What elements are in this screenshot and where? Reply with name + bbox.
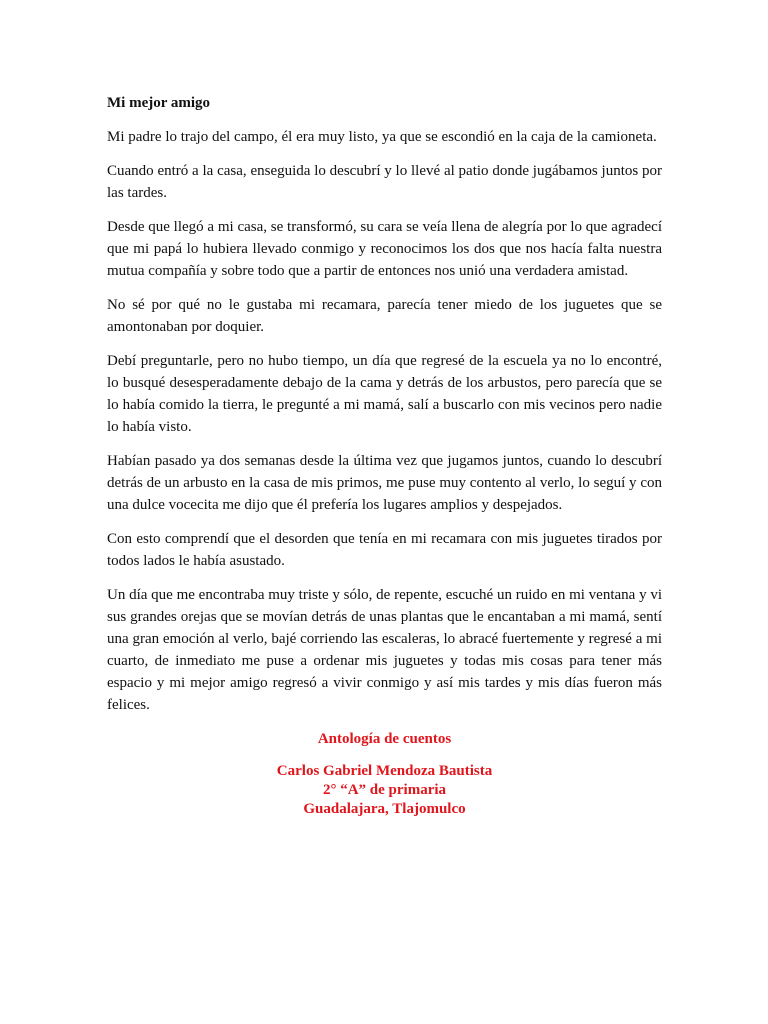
document-body	[107, 92, 662, 819]
credits-block	[107, 728, 662, 819]
paragraph: Un día que me encontraba muy triste y sólo, de repente, escuché un ruido en mi ventana y vi sus grandes orejas que se movían detrás de unas plantas que le encantaban a mi mamá, sentí una gran emoción al verlo, bajé corriendo las escaleras, lo abracé fuertemente y regresé a mi cuarto, de inmediato me puse a ordenar mis juguetes y todas mis cosas para tener más espacio y mi mejor amigo regresó a vivir conmigo y así mis tardes y mis días fueron más felices.	[107, 587, 662, 713]
paragraph: Con esto comprendí que el desorden que tenía en mi recamara con mis juguetes tirados por todos lados le había asustado.	[107, 531, 662, 569]
grade-label: 2° “A” de primaria	[322, 782, 447, 798]
paragraph: Cuando entró a la casa, enseguida lo descubrí y lo llevé al patio donde jugábamos juntos por las tardes.	[107, 163, 662, 201]
author-name: Carlos Gabriel Mendoza Bautista	[276, 763, 493, 779]
paragraph: Habían pasado ya dos semanas desde la última vez que jugamos juntos, cuando lo descubrí detrás de un arbusto en la casa de mis primos, me puse muy contento al verlo, lo seguí y con una dulce vocecita me dijo que él prefería los lugares amplios y despejados.	[107, 453, 662, 513]
paragraph: No sé por qué no le gustaba mi recamara, parecía tener miedo de los juguetes que se amontonaban por doquier.	[107, 297, 662, 335]
paragraph: Desde que llegó a mi casa, se transformó, su cara se veía llena de alegría por lo que agradecí que mi papá lo hubiera llevado conmigo y reconocimos los dos que nos hacía falta nuestra mutua compañía y sobre todo que a partir de entonces nos unió una verdadera amistad.	[107, 219, 662, 279]
paragraph: Mi padre lo trajo del campo, él era muy listo, ya que se escondió en la caja de la camioneta.	[107, 129, 657, 145]
location-label: Guadalajara, Tlajomulco	[303, 801, 466, 817]
paragraph: Debí preguntarle, pero no hubo tiempo, un día que regresé de la escuela ya no lo encontré, lo busqué desesperadamente debajo de la cama y detrás de los arbustos, pero parecía que se lo había comido la tierra, le pregunté a mi mamá, salí a buscarlo con mis vecinos pero nadie lo había visto.	[107, 353, 662, 435]
story-title: Mi mejor amigo	[107, 95, 211, 111]
anthology-title: Antología de cuentos	[317, 731, 452, 747]
